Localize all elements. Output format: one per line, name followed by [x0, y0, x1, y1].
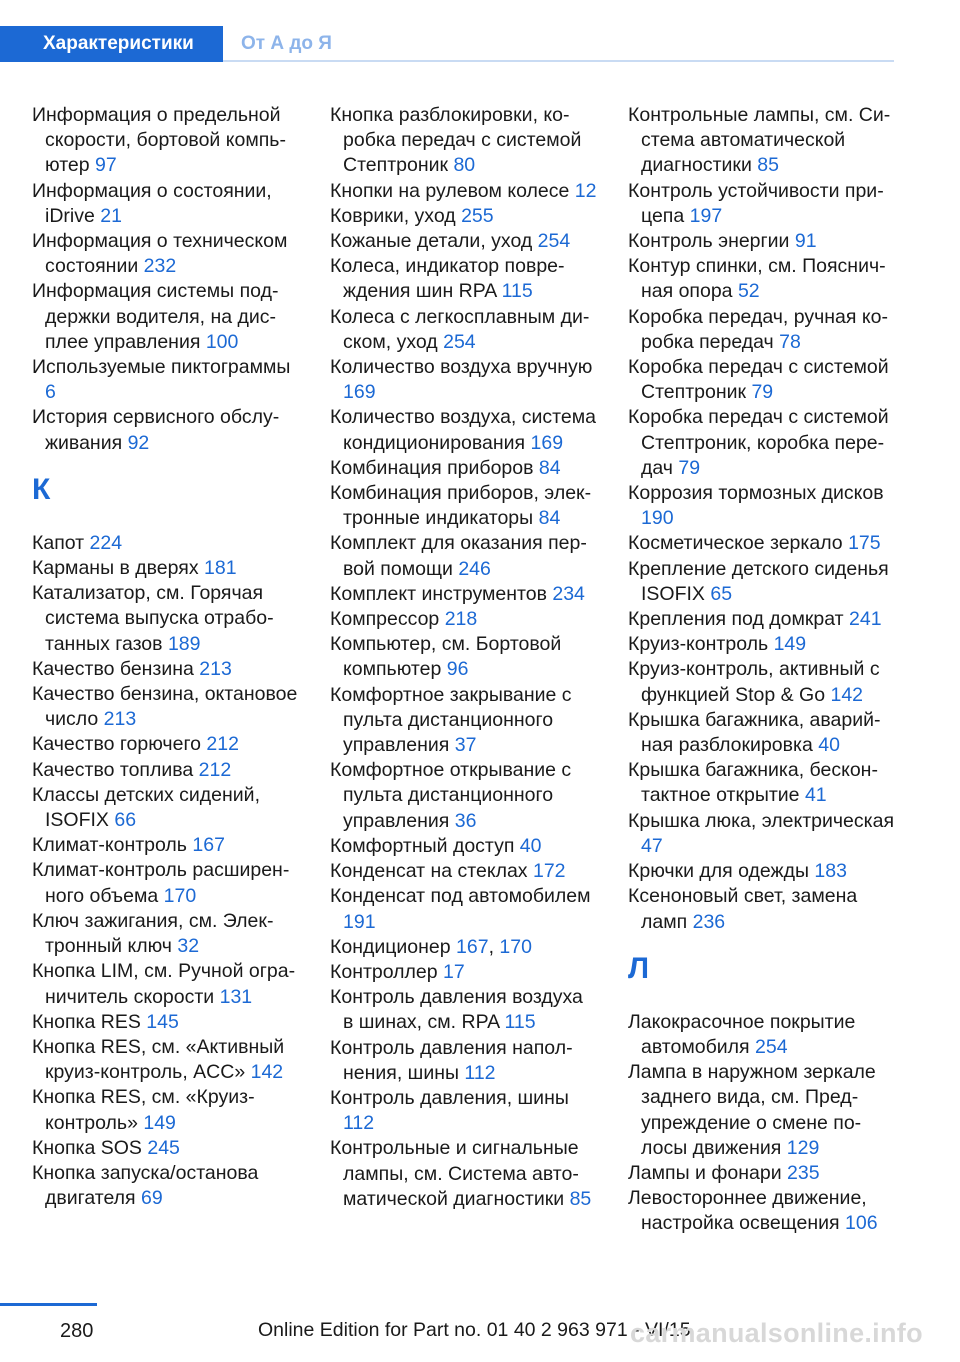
page-link[interactable]: 69: [141, 1187, 163, 1210]
index-entry: [628, 405, 898, 481]
index-entry: [628, 1186, 898, 1236]
index-entry-text: Левостороннее движение, настройка освещения: [628, 1187, 867, 1235]
index-entry: [32, 405, 300, 455]
page-link[interactable]: 232: [143, 255, 177, 278]
page-link[interactable]: 79: [751, 381, 774, 404]
index-entry: [628, 859, 898, 884]
index-entry: [32, 682, 300, 732]
index-entry: [628, 103, 898, 179]
index-entry-text: Комфортный доступ: [330, 834, 520, 857]
index-entry: [330, 355, 598, 405]
index-entry: [628, 607, 898, 632]
page-link[interactable]: 172: [532, 860, 566, 883]
page-link[interactable]: 112: [464, 1061, 496, 1084]
index-entry: [628, 1161, 898, 1186]
index-entry: [32, 1161, 300, 1211]
page-link[interactable]: 254: [755, 1035, 788, 1058]
page-link[interactable]: 37: [454, 734, 477, 757]
index-entry: [32, 783, 300, 833]
page-link[interactable]: 36: [454, 809, 477, 832]
page-link[interactable]: 167: [456, 935, 489, 958]
index-entry: [32, 581, 300, 657]
page-link[interactable]: 224: [89, 531, 123, 554]
index-entry-text: Косметическое зеркало: [628, 532, 849, 555]
index-entry-text: Круиз-контроль: [628, 633, 774, 656]
index-entry: [330, 607, 598, 632]
index-entry-text: Кнопка RES, см. «Круиз-контроль»: [32, 1086, 255, 1134]
page-link[interactable]: 149: [143, 1111, 176, 1134]
index-entry: [628, 708, 898, 758]
index-entry-text: Коробка передач, ручная коробка передач: [628, 305, 888, 353]
page-link[interactable]: 91: [794, 230, 817, 253]
index-entry-text: Качество бензина: [32, 657, 200, 680]
index-entry-text: Кнопка запуска/останова двигателя: [32, 1161, 259, 1210]
footer-accent-line: [0, 1303, 97, 1306]
index-entry-text: Кожаные детали, уход: [330, 230, 538, 253]
page-link[interactable]: 191: [343, 910, 376, 933]
index-entry: [32, 229, 300, 279]
page-link[interactable]: 149: [773, 633, 807, 656]
index-entry-text: Кнопка RES, см. «Активный круиз-контроль, ACC»: [32, 1035, 285, 1084]
index-entry-text: Количество воздуха вручную: [330, 356, 593, 379]
index-entry-text: Используемые пиктограммы: [32, 356, 291, 379]
tab-characteristics[interactable]: Характеристики: [0, 26, 223, 62]
index-entry-text: Информация системы поддержки водителя, на дисплее управления: [32, 280, 279, 353]
index-entry-text: Конденсат под автомобилем: [330, 885, 591, 908]
index-entry: [330, 305, 598, 355]
index-entry: [330, 859, 598, 884]
index-entry: [330, 1086, 598, 1136]
index-entry-text: Климат-контроль расширенного объема: [32, 859, 290, 907]
page-link[interactable]: 234: [552, 582, 585, 605]
index-entry: [32, 833, 300, 858]
page-link[interactable]: 129: [786, 1136, 820, 1159]
index-entry-text: Классы детских сидений, ISOFIX: [32, 783, 260, 832]
index-entry-text: Лампы и фонари: [628, 1161, 788, 1184]
index-entry-text: Крышка люка, электрическая: [628, 809, 895, 832]
index-entry-text: Контроллер: [330, 960, 444, 983]
page-link[interactable]: 21: [100, 204, 122, 227]
index-entry: [628, 481, 898, 531]
page-link[interactable]: 169: [530, 431, 564, 454]
index-entry: [330, 683, 598, 759]
index-entry: [32, 732, 300, 757]
index-entry: [628, 229, 898, 254]
page-link[interactable]: 115: [501, 280, 533, 303]
page-link[interactable]: 65: [710, 582, 733, 605]
header-tabs: [0, 26, 894, 62]
index-entry: [330, 229, 598, 254]
index-entry: [32, 1010, 300, 1035]
index-entry-text: Контур спинки, см. Поясничная опора: [628, 255, 886, 303]
page-link[interactable]: 189: [167, 632, 201, 655]
page-link[interactable]: 131: [219, 985, 253, 1008]
page-link[interactable]: 66: [114, 809, 137, 832]
page-link[interactable]: 246: [458, 557, 491, 580]
index-entry: [32, 279, 300, 355]
index-entry: [330, 758, 598, 834]
index-entry: [32, 657, 300, 682]
index-entry-text: Контроль давления, шины: [330, 1086, 569, 1109]
page-link[interactable]: 170: [163, 884, 197, 907]
index-entry-text: Кнопки на рулевом колесе: [330, 179, 575, 202]
index-entry: [628, 531, 898, 556]
edition-note: Online Edition for Part no. 01 40 2 963 971 - VI/15: [258, 1319, 691, 1341]
index-entry-text: Коробка передач с системой Стептроник, коробка передач: [628, 406, 889, 479]
index-entry: [330, 632, 598, 682]
index-entry-text: Качество топлива: [32, 758, 199, 781]
index-entry: [330, 179, 598, 204]
tab-a-to-z[interactable]: От А до Я: [241, 33, 332, 54]
page-link[interactable]: 145: [146, 1010, 179, 1033]
page-link[interactable]: 245: [147, 1136, 180, 1159]
index-entry: [628, 179, 898, 229]
page-link[interactable]: 92: [127, 431, 150, 454]
index-entry-text: Контроль давления наполнения, шины: [330, 1036, 573, 1084]
index-entry-text: Контрольные и сигнальные лампы, см. Система автоматической диагностики: [330, 1137, 579, 1210]
index-entry-text: Коробка передач с системой Стептроник: [628, 356, 889, 404]
page-link[interactable]: 213: [103, 708, 137, 731]
index-entry: [330, 582, 598, 607]
index-entry-text: Контрольные лампы, см. Система автоматической диагностики: [628, 104, 891, 177]
index-entry-text: Качество бензина, октановое число: [32, 683, 298, 731]
index-entry-text: Кнопка SOS: [32, 1136, 148, 1159]
index-entry: [330, 254, 598, 304]
index-entry-text: Лампа в наружном зеркале заднего вида, см. Предупреждение о смене полосы движения: [628, 1061, 876, 1159]
index-entry-text: Коррозия тормозных дисков: [628, 482, 884, 505]
index-entry: [32, 103, 300, 179]
index-entry-text: Информация о состоянии, iDrive: [32, 179, 272, 227]
index-entry: [330, 1036, 598, 1086]
page-link[interactable]: 6: [45, 381, 56, 404]
index-entry-text: Ксеноновый свет, замена ламп: [628, 885, 858, 933]
watermark: carmanualsonline.info: [630, 1318, 923, 1348]
index-entry-text: История сервисного обслуживания: [32, 406, 280, 454]
index-entry: [32, 179, 300, 229]
index-entry: [330, 960, 598, 985]
index-entry: Кондиционер 167, 170: [330, 935, 532, 958]
page-link[interactable]: 255: [461, 204, 494, 227]
index-entry: [628, 1010, 898, 1060]
index-entry: [32, 959, 300, 1009]
page-link[interactable]: 40: [818, 734, 840, 757]
index-entry-text: Круиз-контроль, активный с функцией Stop & Go: [628, 658, 880, 706]
page-link[interactable]: 197: [689, 204, 723, 227]
page-link[interactable]: 115: [504, 1011, 536, 1034]
index-entry: [628, 884, 898, 934]
page-link[interactable]: 52: [737, 280, 760, 303]
index-entry: [32, 355, 300, 405]
index-entry-text: Колеса, индикатор повреждения шин RPA: [330, 255, 565, 303]
page-link[interactable]: 12: [574, 179, 597, 202]
index-entry-text: Информация о техническом состоянии: [32, 230, 288, 278]
page-link[interactable]: 106: [845, 1212, 878, 1235]
index-entry: [32, 909, 300, 959]
index-entry-text: Карманы в дверях: [32, 557, 204, 580]
page-link[interactable]: 181: [204, 557, 237, 580]
page-link[interactable]: 169: [343, 381, 376, 404]
page-link[interactable]: 170: [499, 935, 532, 958]
index-letter-heading: Л: [628, 951, 650, 985]
index-entry-text: Количество воздуха, система кондиционирования: [330, 406, 596, 454]
page-link[interactable]: 96: [446, 658, 469, 681]
index-entry-text: Контроль давления воздуха в шинах, см. RPA: [330, 986, 583, 1034]
index-entry-text: Катализатор, см. Горячая система выпуска отработанных газов: [32, 582, 274, 655]
index-entry: [628, 1060, 898, 1161]
index-entry-text: Крышка багажника, бесконтактное открытие: [628, 759, 878, 807]
index-entry-text: Комплект инструментов: [330, 582, 553, 605]
page-link[interactable]: 254: [537, 230, 571, 253]
index-entry-text: Ключ зажигания, см. Электронный ключ: [32, 909, 274, 958]
page-link[interactable]: 175: [848, 532, 881, 555]
page-link[interactable]: 97: [95, 154, 117, 177]
page-link[interactable]: 142: [830, 683, 864, 706]
index-letter-heading: К: [32, 472, 51, 506]
index-entry-text: Компьютер, см. Бортовой компьютер: [330, 633, 562, 681]
page-link[interactable]: 78: [779, 330, 801, 353]
index-entry: [32, 758, 300, 783]
header-divider: [223, 60, 894, 62]
page-link[interactable]: 241: [849, 608, 882, 631]
page-link[interactable]: 183: [814, 860, 847, 883]
index-entry-text: Коврики, уход: [330, 204, 462, 227]
index-column-1: [32, 103, 300, 1211]
index-entry: [628, 632, 898, 657]
index-entry-text: Комплект для оказания первой помощи: [330, 532, 587, 580]
page-link[interactable]: 32: [177, 935, 200, 958]
index-entry-text: Компрессор: [330, 608, 445, 631]
page-link[interactable]: 85: [569, 1187, 592, 1210]
index-entry-text: Кнопка разблокировки, коробка передач с системой Стептроник: [330, 104, 582, 177]
index-entry: [32, 1136, 300, 1161]
index-entry: [330, 204, 598, 229]
index-entry-text: Контроль энергии: [628, 230, 795, 253]
index-entry-text: Кнопка RES: [32, 1010, 147, 1033]
index-entry-text: Капот: [32, 531, 90, 554]
index-entry-text: Конденсат на стеклах: [330, 860, 533, 883]
index-entry: [330, 103, 598, 179]
page-link[interactable]: 142: [250, 1061, 284, 1084]
page-link[interactable]: 79: [678, 456, 701, 479]
page-link[interactable]: 40: [519, 834, 542, 857]
index-entry: [330, 884, 598, 934]
index-column-2: [330, 103, 598, 1212]
index-entry-text: Комфортное закрывание с пульта дистанционного управления: [330, 683, 572, 757]
index-entry: [32, 1085, 300, 1135]
page-link[interactable]: 236: [692, 910, 726, 933]
page-link[interactable]: 85: [757, 154, 779, 177]
page-link[interactable]: 254: [443, 330, 476, 353]
page-link[interactable]: 47: [641, 834, 663, 857]
page-link[interactable]: 213: [199, 657, 232, 680]
index-entry-text: Лакокрасочное покрытие автомобиля: [628, 1010, 856, 1058]
index-entry: [330, 531, 598, 581]
page-link[interactable]: 17: [443, 960, 465, 983]
index-entry-text: Контроль устойчивости прицепа: [628, 179, 884, 227]
index-entry-text: Комфортное открывание с пульта дистанционного управления: [330, 759, 572, 832]
index-entry: [32, 858, 300, 908]
index-entry-text: Кондиционер: [330, 935, 457, 958]
index-entry: [32, 556, 300, 581]
index-entry-text: Комбинация приборов: [330, 456, 539, 479]
index-entry-text: Колеса с легкосплавным диском, уход: [330, 305, 590, 353]
page-link[interactable]: 112: [343, 1112, 375, 1135]
page-link[interactable]: 41: [804, 784, 827, 807]
index-entry: [330, 834, 598, 859]
index-entry: [330, 456, 598, 481]
index-entry-text: Крышка багажника, аварийная разблокировка: [628, 708, 881, 757]
index-entry-text: Крючки для одежды: [628, 860, 815, 883]
index-entry-text: Крепление детского сиденья ISOFIX: [628, 557, 889, 605]
page-link[interactable]: 218: [444, 608, 478, 631]
index-entry: [628, 809, 898, 859]
index-entry: [628, 758, 898, 808]
page-link[interactable]: 235: [787, 1161, 820, 1184]
index-entry: [330, 1136, 598, 1212]
index-entry: [330, 985, 598, 1035]
index-entry: [32, 1035, 300, 1085]
index-entry: [628, 557, 898, 607]
page-link[interactable]: 84: [538, 456, 561, 479]
index-entry-text: Кнопка LIM, см. Ручной ограничитель скорости: [32, 960, 296, 1008]
index-entry: [330, 481, 598, 531]
index-column-3: [628, 103, 898, 1237]
page-link[interactable]: 84: [538, 507, 561, 530]
page-link[interactable]: 80: [453, 154, 476, 177]
page-number: 280: [60, 1320, 94, 1342]
index-entry-text: Комбинация приборов, электронные индикаторы: [330, 482, 592, 530]
index-entry: [32, 531, 300, 556]
index-entry-text: Крепления под домкрат: [628, 608, 850, 631]
index-entry: [628, 355, 898, 405]
index-entry: [330, 405, 598, 455]
page-link[interactable]: 212: [206, 733, 239, 756]
index-entry: [628, 657, 898, 707]
index-entry: [628, 305, 898, 355]
index-entry-text: Климат-контроль: [32, 834, 193, 857]
index-entry-text: Качество горючего: [32, 733, 207, 756]
page-link[interactable]: 212: [198, 758, 232, 781]
index-entry: [628, 254, 898, 304]
page-link[interactable]: 100: [205, 330, 239, 353]
page-link[interactable]: 190: [641, 507, 674, 530]
page-link[interactable]: 167: [192, 834, 225, 857]
index-entry-text: Информация о предельной скорости, бортовой компьютер: [32, 104, 286, 177]
